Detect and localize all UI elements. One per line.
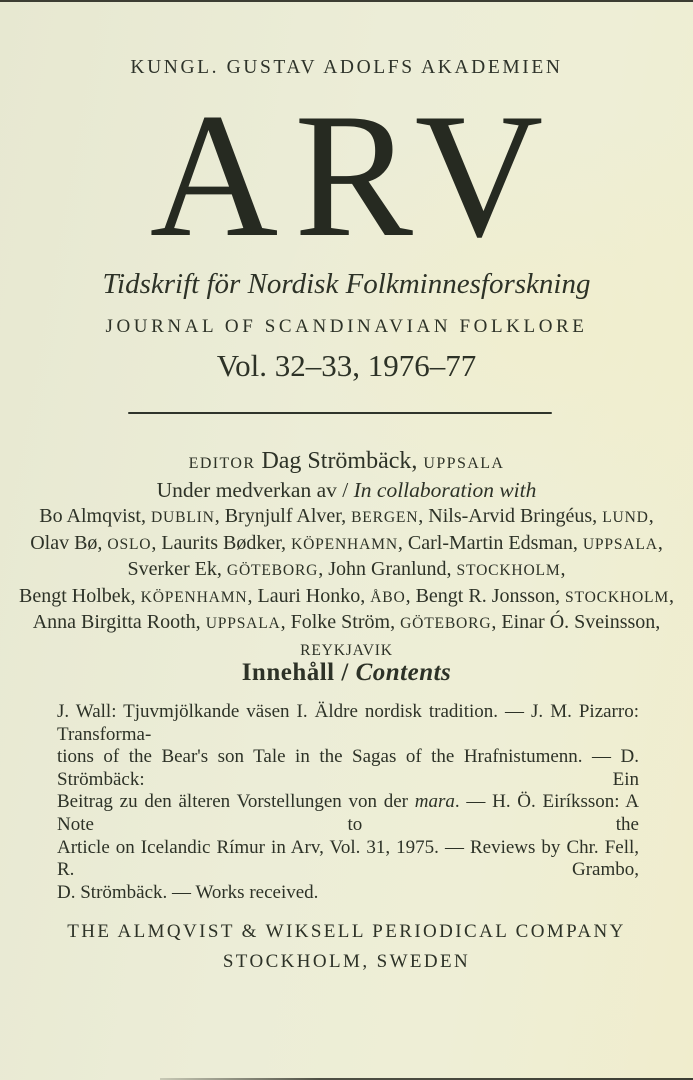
contents-heading: Innehåll / Contents — [241, 659, 452, 686]
contributor-line: Bo Almqvist, DUBLIN, Brynjulf Alver, BERGEN, Nils-Arvid Bringéus, LUND, — [39, 505, 654, 527]
contents-line: J. Wall: Tjuvmjölkande väsen I. Äldre nordisk tradition. — J. M. Pizarro: Transforma- — [57, 701, 639, 745]
contents-line: Beitrag zu den älteren Vorstellungen von der mara. — H. Ö. Eiríksson: A Note to the — [57, 791, 639, 835]
academy-line: KUNGL. GUSTAV ADOLFS AKADEMIEN — [130, 57, 563, 78]
contributor-line: Olav Bø, OSLO, Laurits Bødker, KÖPENHAMN, Carl-Martin Edsman, UPPSALA, — [30, 531, 663, 554]
arv-logo: ARV — [149, 76, 560, 274]
subtitle-english: JOURNAL OF SCANDINAVIAN FOLKLORE — [105, 316, 588, 337]
volume-line: Vol. 32–33, 1976–77 — [216, 348, 477, 383]
publisher-name: THE ALMQVIST & WIKSELL PERIODICAL COMPANY — [67, 921, 626, 942]
contributor-line: Sverker Ek, GÖTEBORG, John Granlund, STOCKHOLM, — [127, 558, 566, 580]
contributor-line: Bengt Holbek, KÖPENHAMN, Lauri Honko, ÅBO, Bengt R. Jonsson, STOCKHOLM, — [18, 584, 674, 607]
editor-name: Dag Strömbäck, — [255, 448, 424, 474]
collaboration-line: Under medverkan av / In collaboration with — [156, 478, 537, 502]
editor-label: EDITOR — [188, 455, 256, 472]
subtitle-swedish: Tidskrift för Nordisk Folkminnesforskning — [102, 268, 591, 300]
contributors-list — [0, 504, 693, 663]
contents-line: tions of the Bear's son Tale in the Sagas of the Hrafnistumenn. — D. Strömbäck: Ein — [57, 746, 639, 790]
editor-line — [0, 448, 693, 475]
editor-location: UPPSALA — [423, 455, 505, 472]
publisher-location: STOCKHOLM, SWEDEN — [222, 951, 471, 972]
scan-edge-top — [0, 0, 693, 2]
contents-line: Article on Icelandic Rímur in Arv, Vol. 31, 1975. — Reviews by Chr. Fell, R. Grambo, — [57, 836, 639, 881]
contents-paragraph — [57, 701, 639, 904]
contributor-line: Anna Birgitta Rooth, UPPSALA, Folke Ström, GÖTEBORG, Einar Ó. Sveinsson, REYKJAVIK — [32, 611, 661, 659]
divider-rule — [128, 412, 552, 414]
contents-line: D. Strömbäck. — Works received. — [57, 881, 319, 903]
